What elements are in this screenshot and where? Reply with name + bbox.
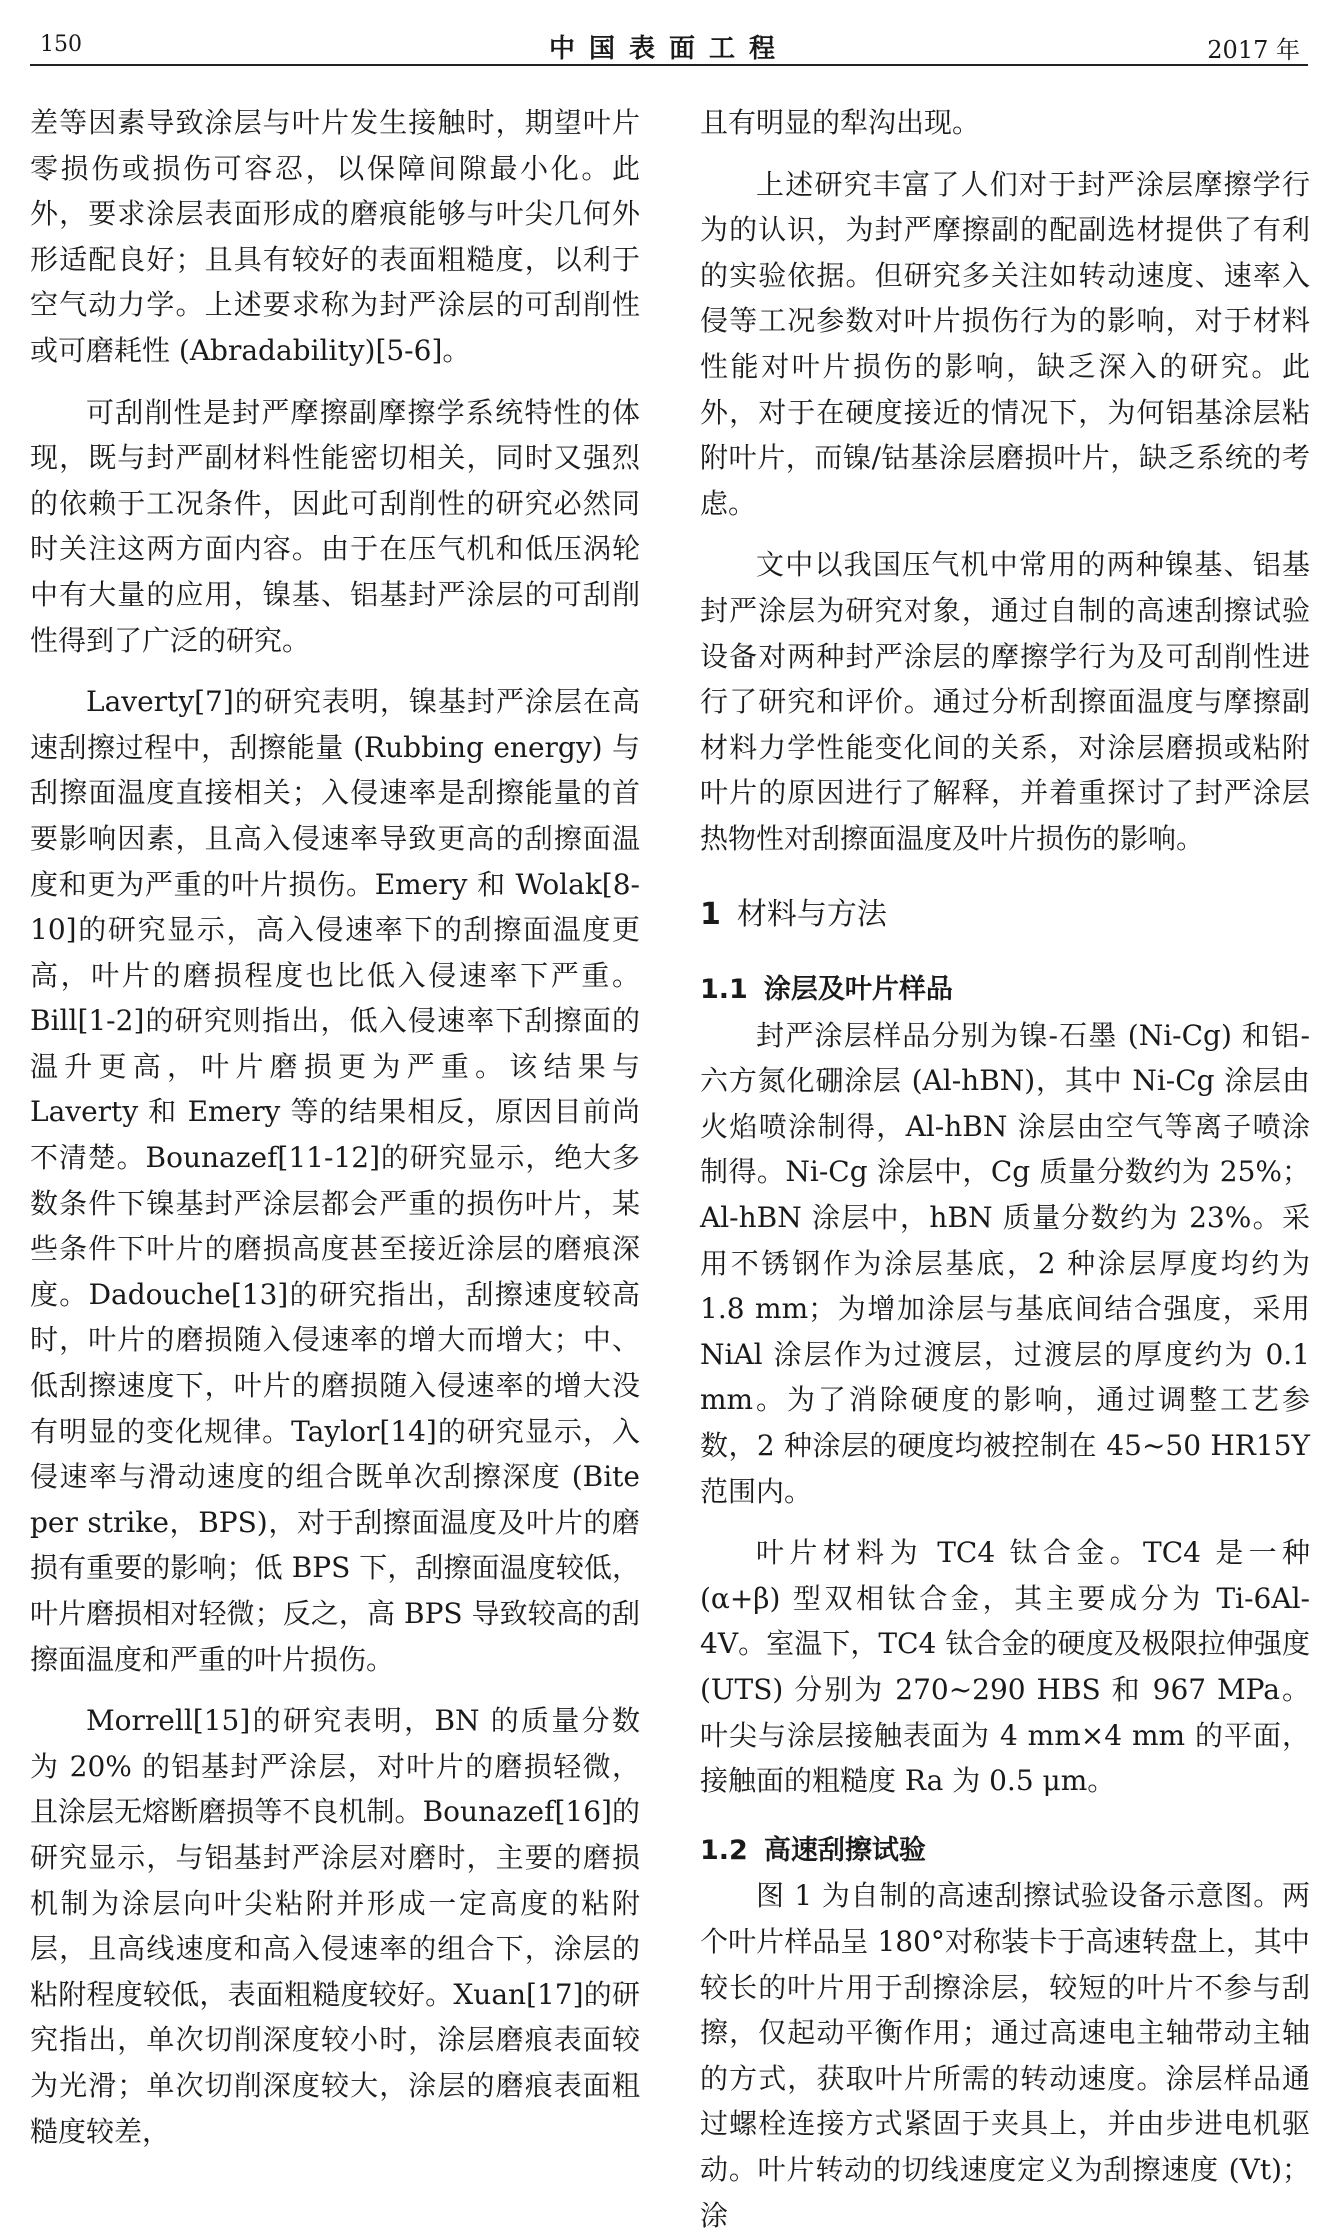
subsection-title: 高速刮擦试验 [763, 1834, 926, 1866]
running-header [30, 22, 1308, 66]
section-number: 1 [700, 896, 721, 932]
subsection-number: 1.1 [700, 974, 748, 1006]
paragraph: Laverty[7]的研究表明，镍基封严涂层在高速刮擦过程中，刮擦能量 (Rubbing energy) 与刮擦面温度直接相关；入侵速率是刮擦能量的首要影响因素，且高入侵速率导致更高的刮擦面温度和更为严重的叶片损伤。Emery 和 Wolak[8-10]的研究显示，高入侵速率下的刮擦面温度更高，叶片的磨损程度也比低入侵速率下严重。Bill[1-2]的研究则指出，低入侵速率下刮擦面的温升更高，叶片磨损更为严重。该结果与 Laverty 和 Emery 等的结果相反，原因目前尚不清楚。Bounazef[11-12]的研究显示，绝大多数条件下镍基封严涂层都会严重的损伤叶片，某些条件下叶片的磨损高度甚至接近涂层的磨痕深度。Dadouche[13]的研究指出，刮擦速度较高时，叶片的磨损随入侵速率的增大而增大；中、低刮擦速度下，叶片的磨损随入侵速率的增大没有明显的变化规律。Taylor[14]的研究显示，入侵速率与滑动速度的组合既单次刮擦深度 (Bite per strike，BPS)，对于刮擦面温度及叶片的磨损有重要的影响；低 BPS 下，刮擦面温度较低，叶片磨损相对轻微；反之，高 BPS 导致较高的刮擦面温度和严重的叶片损伤。 [30, 685, 640, 1676]
section-title: 材料与方法 [736, 896, 887, 932]
page-number: 150 [40, 32, 82, 57]
right-column [700, 100, 1310, 2238]
issue-year: 2017 年 [1207, 36, 1300, 64]
paragraph: 叶片材料为 TC4 钛合金。TC4 是一种 (α+β) 型双相钛合金，其主要成分为 Ti-6Al-4V。室温下，TC4 钛合金的硬度及极限拉伸强度 (UTS) 分别为 270~290 HBS 和 967 MPa。叶尖与涂层接触表面为 4 mm×4 mm 的平面，接触面的粗糙度 Ra 为 0.5 μm。 [700, 1536, 1310, 1798]
left-column [30, 100, 640, 2154]
paragraph: 差等因素导致涂层与叶片发生接触时，期望叶片零损伤或损伤可容忍，以保障间隙最小化。此外，要求涂层表面形成的磨痕能够与叶尖几何外形适配良好；且具有较好的表面粗糙度，以利于空气动力学。上述要求称为封严涂层的可刮削性或可磨耗性 (Abradability)[5-6]。 [30, 106, 640, 367]
journal-title: 中国表面工程 [548, 34, 789, 64]
paragraph: 封严涂层样品分别为镍-石墨 (Ni-Cg) 和铝-六方氮化硼涂层 (Al-hBN)，其中 Ni-Cg 涂层由火焰喷涂制得，Al-hBN 涂层由空气等离子喷涂制得。Ni-Cg 涂层中，Cg 质量分数约为 25%；Al-hBN 涂层中，hBN 质量分数约为 23%。采用不锈钢作为涂层基底，2 种涂层厚度均约为 1.8 mm；为增加涂层与基底间结合强度，采用 NiAl 涂层作为过渡层，过渡层的厚度约为 0.1 mm。为了消除硬度的影响，通过调整工艺参数，2 种涂层的硬度均被控制在 45~50 HR15Y 范围内。 [700, 1018, 1310, 1508]
subsection-heading [700, 967, 1310, 1013]
paragraph: 文中以我国压气机中常用的两种镍基、铝基封严涂层为研究对象，通过自制的高速刮擦试验设备对两种封严涂层的摩擦学行为及可刮削性进行了研究和评价。通过分析刮擦面温度与摩擦副材料力学性能变化间的关系，对涂层磨损或粘附叶片的原因进行了解释，并着重探讨了封严涂层热物性对刮擦面温度及叶片损伤的影响。 [700, 548, 1310, 855]
subsection-number: 1.2 [700, 1834, 748, 1866]
paragraph: Morrell[15]的研究表明，BN 的质量分数为 20% 的铝基封严涂层，对叶片的磨损轻微，且涂层无熔断磨损等不良机制。Bounazef[16]的研究显示，与铝基封严涂层对磨时，主要的磨损机制为涂层向叶尖粘附并形成一定高度的粘附层，且高线速度和高入侵速率的组合下，涂层的粘附程度较低，表面粗糙度较好。Xuan[17]的研究指出，单次切削深度较小时，涂层磨痕表面较为光滑；单次切削深度较大，涂层的磨痕表面粗糙度较差， [30, 1704, 640, 2148]
paragraph: 图 1 为自制的高速刮擦试验设备示意图。两个叶片样品呈 180°对称装卡于高速转盘上，其中较长的叶片用于刮擦涂层，较短的叶片不参与刮擦，仅起动平衡作用；通过高速电主轴带动主轴的方式，获取叶片所需的转动速度。涂层样品通过螺栓连接方式紧固于夹具上，并由步进电机驱动。叶片转动的切线速度定义为刮擦速度 (Vt)；涂 [700, 1879, 1310, 2232]
paragraph: 且有明显的犁沟出现。 [700, 106, 981, 139]
subsection-title: 涂层及叶片样品 [763, 974, 953, 1006]
paragraph: 可刮削性是封严摩擦副摩擦学系统特性的体现，既与封严副材料性能密切相关，同时又强烈的依赖于工况条件，因此可刮削性的研究必然同时关注这两方面内容。由于在压气机和低压涡轮中有大量的应用，镍基、铝基封严涂层的可刮削性得到了广泛的研究。 [30, 395, 640, 657]
section-heading [700, 892, 1310, 938]
paragraph: 上述研究丰富了人们对于封严涂层摩擦学行为的认识，为封严摩擦副的配副选材提供了有利的实验依据。但研究多关注如转动速度、速率入侵等工况参数对叶片损伤行为的影响，对于材料性能对叶片损伤的影响，缺乏深入的研究。此外，对于在硬度接近的情况下，为何铝基涂层粘附叶片，而镍/钴基涂层磨损叶片，缺乏系统的考虑。 [700, 167, 1310, 520]
subsection-heading [700, 1828, 1310, 1874]
